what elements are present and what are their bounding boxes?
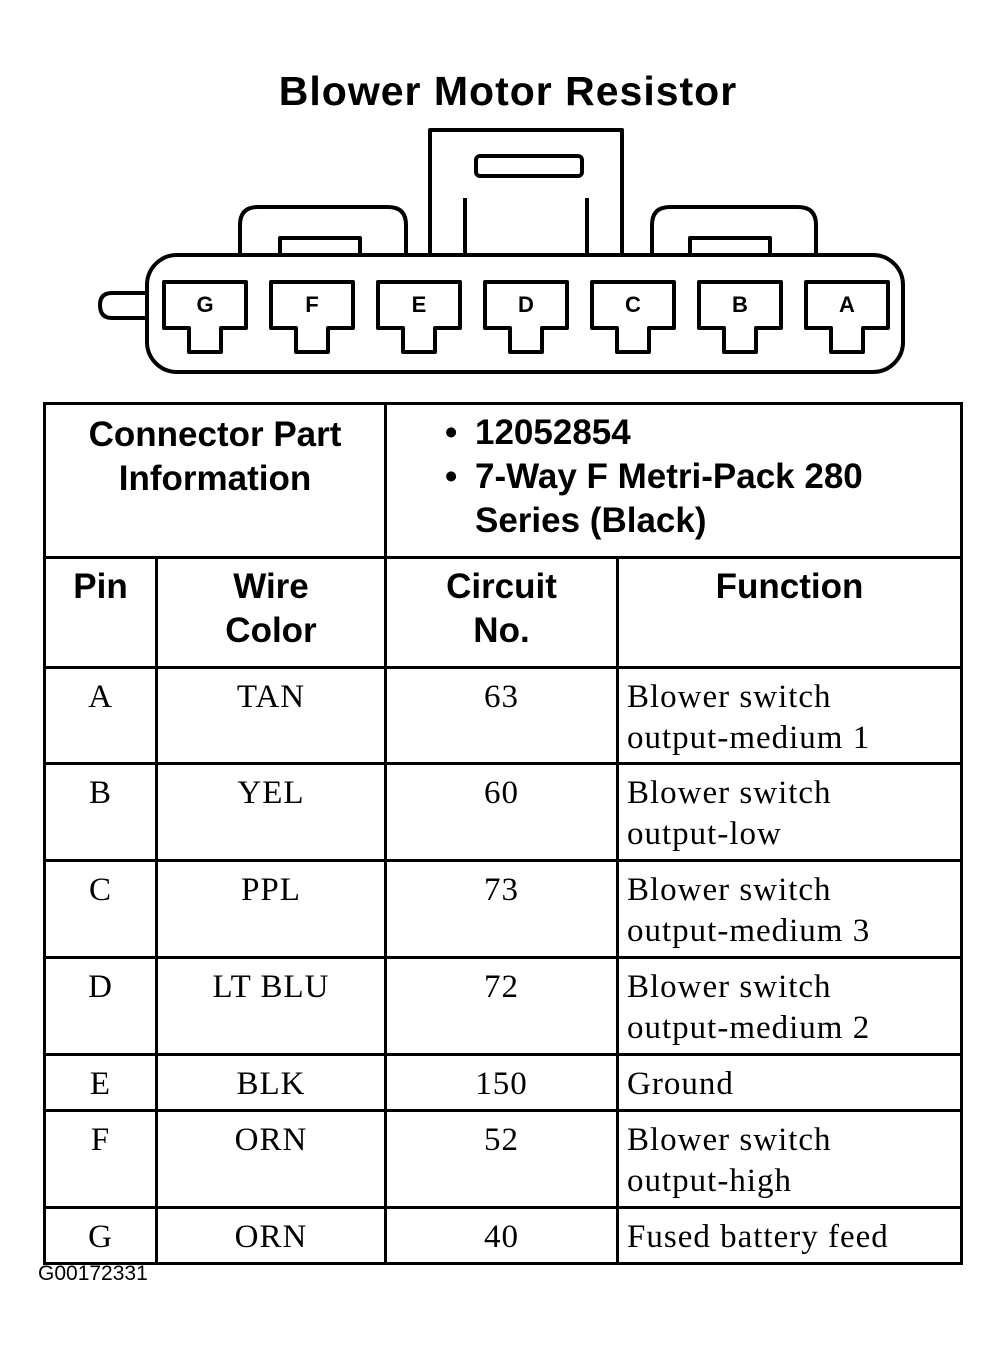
pin-cell: G <box>45 1208 157 1264</box>
function-cell <box>618 1111 962 1208</box>
connector-type-line2: Series (Black) <box>475 501 707 540</box>
circuit-cell: 150 <box>386 1055 618 1111</box>
table-row <box>45 861 962 958</box>
bullet-icon: • <box>445 413 458 452</box>
function-line: output-low <box>627 816 782 852</box>
wire-color-column-header <box>157 558 386 668</box>
pin-cell: D <box>45 958 157 1055</box>
bullet-icon: • <box>445 457 458 496</box>
function-column-header <box>618 558 962 668</box>
column-header-row <box>45 558 962 668</box>
part-info-label-line1: Connector Part <box>88 415 342 454</box>
pin-label-g: G <box>196 292 214 317</box>
function-line: output-high <box>627 1163 792 1199</box>
part-number: 12052854 <box>475 413 631 452</box>
wire-header-line1: Wire <box>233 567 309 606</box>
circuit-header-line2: No. <box>473 611 530 650</box>
function-cell <box>618 861 962 958</box>
circuit-cell: 73 <box>386 861 618 958</box>
circuit-header-line1: Circuit <box>446 567 557 606</box>
table-row <box>45 1208 962 1264</box>
pin-header-text: Pin <box>73 567 128 606</box>
circuit-cell: 60 <box>386 764 618 861</box>
wire-color-cell: ORN <box>157 1208 386 1264</box>
part-number-item <box>445 411 960 455</box>
function-line: Blower switch <box>627 1122 832 1158</box>
function-line: Ground <box>627 1066 734 1102</box>
wire-header-line2: Color <box>225 611 317 650</box>
pin-cell: E <box>45 1055 157 1111</box>
pin-column-header <box>45 558 157 668</box>
circuit-cell: 40 <box>386 1208 618 1264</box>
part-info-values <box>386 404 962 558</box>
function-line: Blower switch <box>627 775 832 811</box>
part-info-label-line2: Information <box>118 459 312 498</box>
function-line: Blower switch <box>627 872 832 908</box>
pin-cell: C <box>45 861 157 958</box>
pin-cell: B <box>45 764 157 861</box>
connector-type-line1: 7-Way F Metri-Pack 280 <box>475 457 863 496</box>
wire-color-cell: PPL <box>157 861 386 958</box>
function-line: output-medium 1 <box>627 720 871 756</box>
circuit-column-header <box>386 558 618 668</box>
figure-id: G00172331 <box>38 1262 148 1285</box>
function-line: Blower switch <box>627 679 832 715</box>
table-row <box>45 1055 962 1111</box>
wire-color-cell: BLK <box>157 1055 386 1111</box>
pinout-table <box>43 402 963 1265</box>
function-line: output-medium 2 <box>627 1010 871 1046</box>
diagram-title: Blower Motor Resistor <box>278 68 738 114</box>
function-header-text: Function <box>715 567 864 606</box>
wire-color-cell: LT BLU <box>157 958 386 1055</box>
function-cell <box>618 764 962 861</box>
function-line: output-medium 3 <box>627 913 871 949</box>
table-row <box>45 668 962 764</box>
pin-label-f: F <box>305 292 319 317</box>
part-info-row <box>45 404 962 558</box>
circuit-cell: 52 <box>386 1111 618 1208</box>
pin-label-b: B <box>732 292 748 317</box>
table-row <box>45 764 962 861</box>
connector-diagram <box>0 120 1001 390</box>
pin-label-a: A <box>839 292 855 317</box>
pin-label-e: E <box>411 292 427 317</box>
function-cell <box>618 668 962 764</box>
table-row <box>45 1111 962 1208</box>
pin-label-d: D <box>518 292 534 317</box>
wire-color-cell: YEL <box>157 764 386 861</box>
table-row <box>45 958 962 1055</box>
pin-label-c: C <box>625 292 641 317</box>
pin-cell: A <box>45 668 157 764</box>
pin-cell: F <box>45 1111 157 1208</box>
function-cell <box>618 1055 962 1111</box>
circuit-cell: 72 <box>386 958 618 1055</box>
function-cell <box>618 1208 962 1264</box>
function-cell <box>618 958 962 1055</box>
part-info-label <box>45 404 386 558</box>
function-line: Fused battery feed <box>627 1219 889 1255</box>
wire-color-cell: TAN <box>157 668 386 764</box>
wire-color-cell: ORN <box>157 1111 386 1208</box>
function-line: Blower switch <box>627 969 832 1005</box>
connector-type-item <box>445 455 960 543</box>
circuit-cell: 63 <box>386 668 618 764</box>
